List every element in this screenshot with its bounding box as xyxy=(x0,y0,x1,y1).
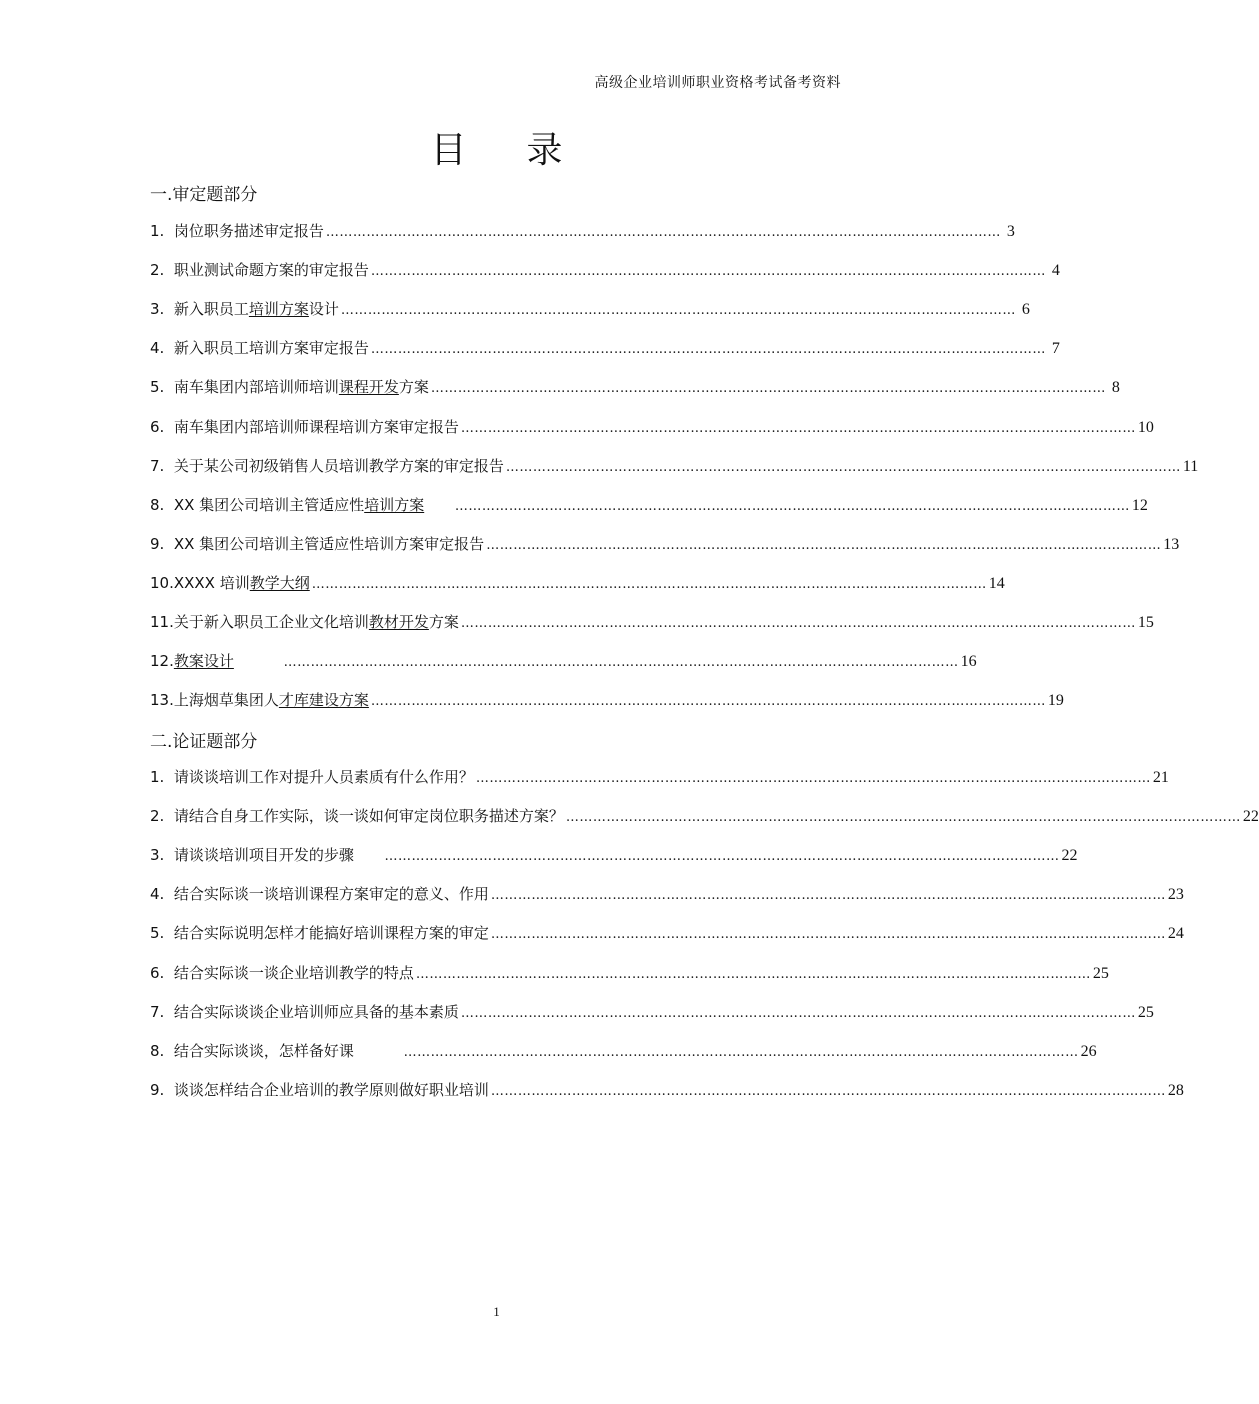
toc-entry[interactable] xyxy=(150,416,1154,438)
title-char-2: 录 xyxy=(526,130,593,171)
toc-entry-title: 结合实际谈一谈企业培训教学的特点 xyxy=(173,963,414,982)
toc-entry[interactable] xyxy=(150,337,1060,359)
toc-entry-title: 新入职员工培训方案设计 xyxy=(173,300,339,319)
toc-entry-page: 15 xyxy=(1137,614,1154,631)
toc-entry-page: 11 xyxy=(1182,457,1199,475)
toc-entry-number: 11. xyxy=(150,613,174,631)
dot-leader: …………………………………………………………………………………………………………………………………… xyxy=(283,655,959,671)
toc-entry-number: 9. xyxy=(150,1080,174,1099)
toc-entry-title: 请结合自身工作实际，谈一谈如何审定岗位职务描述方案？ xyxy=(173,807,564,826)
toc-entry-page: 3 xyxy=(1006,223,1015,240)
toc-entry-title: 上海烟草集团人才库建设方案 xyxy=(173,691,369,710)
toc-entry-page: 22 xyxy=(1061,847,1078,865)
toc-entry-title: 教案设计 xyxy=(173,652,234,671)
toc-entry-number: 10. xyxy=(150,573,174,592)
toc-entry-title: 南车集团内部培训师培训课程开发方案 xyxy=(173,378,429,397)
toc-entry-number: 2. xyxy=(150,807,174,826)
dot-leader: …………………………………………………………………………………………………………………………………… xyxy=(370,264,1046,280)
toc-entry-title: 南车集团内部培训师课程培训方案审定报告 xyxy=(173,417,459,436)
dot-leader: …………………………………………………………………………………………………………………………………… xyxy=(370,342,1046,358)
toc-entry[interactable] xyxy=(150,1079,1184,1101)
dot-leader: …………………………………………………………………………………………………………………………………… xyxy=(325,225,1001,240)
toc-entry[interactable] xyxy=(150,376,1120,398)
dot-leader: …………………………………………………………………………………………………………………………………… xyxy=(505,459,1181,475)
toc-entry[interactable] xyxy=(150,844,1078,866)
toc-entry-title: XX 集团公司培训主管适应性培训方案 xyxy=(173,495,425,514)
toc-entry-number: 7. xyxy=(150,1002,174,1021)
dot-leader: …………………………………………………………………………………………………………………………………… xyxy=(565,810,1241,826)
toc-entry-title: 请谈谈培训工作对提升人员素质有什么作用？ xyxy=(173,768,474,786)
page-title xyxy=(0,122,993,173)
dot-leader: …………………………………………………………………………………………………………………………………… xyxy=(490,888,1166,904)
toc-entry[interactable] xyxy=(150,805,1259,827)
title-char-1: 目 xyxy=(430,130,497,171)
running-header: 高级企业培训师职业资格考试备考资料 xyxy=(594,75,841,91)
toc-entry[interactable] xyxy=(150,1040,1097,1062)
dot-leader: …………………………………………………………………………………………………………………………………… xyxy=(311,576,987,592)
dot-leader: …………………………………………………………………………………………………………………………………… xyxy=(384,849,1060,865)
section-heading: 一.审定题部分 xyxy=(150,185,258,205)
toc-entry-number: 3. xyxy=(150,846,174,865)
toc-entry-page: 28 xyxy=(1167,1081,1184,1099)
toc-entry-title: 结合实际谈一谈培训课程方案审定的意义、作用 xyxy=(173,885,489,904)
toc-entry-title: 结合实际谈谈，怎样备好课 xyxy=(173,1041,354,1060)
toc-entry-page: 4 xyxy=(1051,262,1060,280)
toc-entry-title: 职业测试命题方案的审定报告 xyxy=(173,261,369,280)
toc-entry-number: 6. xyxy=(150,417,174,436)
toc-entry-title: 新入职员工培训方案审定报告 xyxy=(173,339,369,358)
toc-entry-page: 24 xyxy=(1167,925,1184,943)
toc-entry-page: 25 xyxy=(1137,1003,1154,1021)
dot-leader: …………………………………………………………………………………………………………………………………… xyxy=(486,537,1162,553)
toc-entry-title: 结合实际说明怎样才能搞好培训课程方案的审定 xyxy=(173,924,489,943)
toc-entry[interactable] xyxy=(150,766,1169,788)
toc-entry-page: 12 xyxy=(1131,496,1148,514)
toc-entry-page: 13 xyxy=(1163,535,1180,553)
dot-leader: …………………………………………………………………………………………………………………………………… xyxy=(454,498,1130,514)
toc-entry-number: 2. xyxy=(150,261,174,280)
toc-entry-page: 25 xyxy=(1092,964,1109,982)
toc-entry-page: 19 xyxy=(1047,692,1064,710)
toc-entry-page: 26 xyxy=(1080,1042,1097,1060)
dot-leader: …………………………………………………………………………………………………………………………………… xyxy=(490,927,1166,943)
toc-entry-number: 4. xyxy=(150,885,174,904)
toc-entry-number: 3. xyxy=(150,300,174,319)
toc-entry-title: 结合实际谈谈企业培训师应具备的基本素质 xyxy=(173,1002,459,1021)
dot-leader: …………………………………………………………………………………………………………………………………… xyxy=(460,1005,1136,1021)
toc-entry-number: 1. xyxy=(150,222,174,240)
toc-entry[interactable] xyxy=(150,494,1148,516)
dot-leader: …………………………………………………………………………………………………………………………………… xyxy=(403,1044,1079,1060)
toc-entry-page: 21 xyxy=(1152,769,1169,786)
toc-entry-title: 谈谈怎样结合企业培训的教学原则做好职业培训 xyxy=(173,1080,489,1099)
toc-entry-number: 5. xyxy=(150,378,174,397)
toc-entry[interactable] xyxy=(150,220,1015,242)
dot-leader: …………………………………………………………………………………………………………………………………… xyxy=(490,1083,1166,1099)
toc-entry-page: 7 xyxy=(1051,340,1060,358)
toc-entry-number: 7. xyxy=(150,456,174,475)
toc-entry[interactable] xyxy=(150,650,977,672)
toc-entry-number: 1. xyxy=(150,768,174,786)
toc-entry-page: 16 xyxy=(960,653,977,671)
toc-entry[interactable] xyxy=(150,298,1030,320)
toc-entry[interactable] xyxy=(150,533,1180,555)
section-heading: 二.论证题部分 xyxy=(150,732,258,752)
toc-entry[interactable] xyxy=(150,572,1005,594)
dot-leader: …………………………………………………………………………………………………………………………………… xyxy=(460,616,1136,631)
dot-leader: …………………………………………………………………………………………………………………………………… xyxy=(370,694,1046,710)
toc-entry-page: 8 xyxy=(1111,379,1120,397)
toc-entry-number: 6. xyxy=(150,963,174,982)
dot-leader: …………………………………………………………………………………………………………………………………… xyxy=(340,303,1016,319)
toc-entry-title: 关于新入职员工企业文化培训教材开发方案 xyxy=(173,613,459,631)
toc-entry-page: 14 xyxy=(988,574,1005,592)
toc-entry-number: 5. xyxy=(150,924,174,943)
toc-entry-number: 12. xyxy=(150,652,174,671)
toc-entry[interactable] xyxy=(150,455,1199,477)
toc-entry-title: XXXX 培训教学大纲 xyxy=(173,573,310,592)
toc-entry-title: 关于某公司初级销售人员培训教学方案的审定报告 xyxy=(173,456,504,475)
toc-entry[interactable] xyxy=(150,883,1184,905)
toc-entry[interactable] xyxy=(150,689,1064,711)
toc-entry-page: 6 xyxy=(1021,301,1030,319)
toc-entry[interactable] xyxy=(150,611,1154,633)
toc-entry-title: XX 集团公司培训主管适应性培训方案审定报告 xyxy=(173,534,485,553)
toc-entry-page: 22 xyxy=(1242,808,1259,826)
dot-leader: …………………………………………………………………………………………………………………………………… xyxy=(460,420,1136,436)
dot-leader: …………………………………………………………………………………………………………………………………… xyxy=(415,966,1091,982)
toc-entry-title: 岗位职务描述审定报告 xyxy=(173,222,324,240)
toc-entry-number: 8. xyxy=(150,495,174,514)
toc-entry-title: 请谈谈培训项目开发的步骤 xyxy=(173,846,354,865)
toc-entry-number: 4. xyxy=(150,339,174,358)
page-number: 1 xyxy=(493,1304,500,1319)
toc-entry-number: 13. xyxy=(150,691,174,710)
toc-entry-number: 8. xyxy=(150,1041,174,1060)
dot-leader: …………………………………………………………………………………………………………………………………… xyxy=(430,381,1106,397)
dot-leader: …………………………………………………………………………………………………………………………………… xyxy=(475,771,1151,786)
toc-entry-page: 23 xyxy=(1167,886,1184,904)
toc-entry[interactable] xyxy=(150,1001,1154,1023)
toc-entry-page: 10 xyxy=(1137,418,1154,436)
toc-entry[interactable] xyxy=(150,922,1184,944)
toc-entry[interactable] xyxy=(150,962,1109,984)
toc-entry-number: 9. xyxy=(150,534,174,553)
toc-entry[interactable] xyxy=(150,259,1060,281)
